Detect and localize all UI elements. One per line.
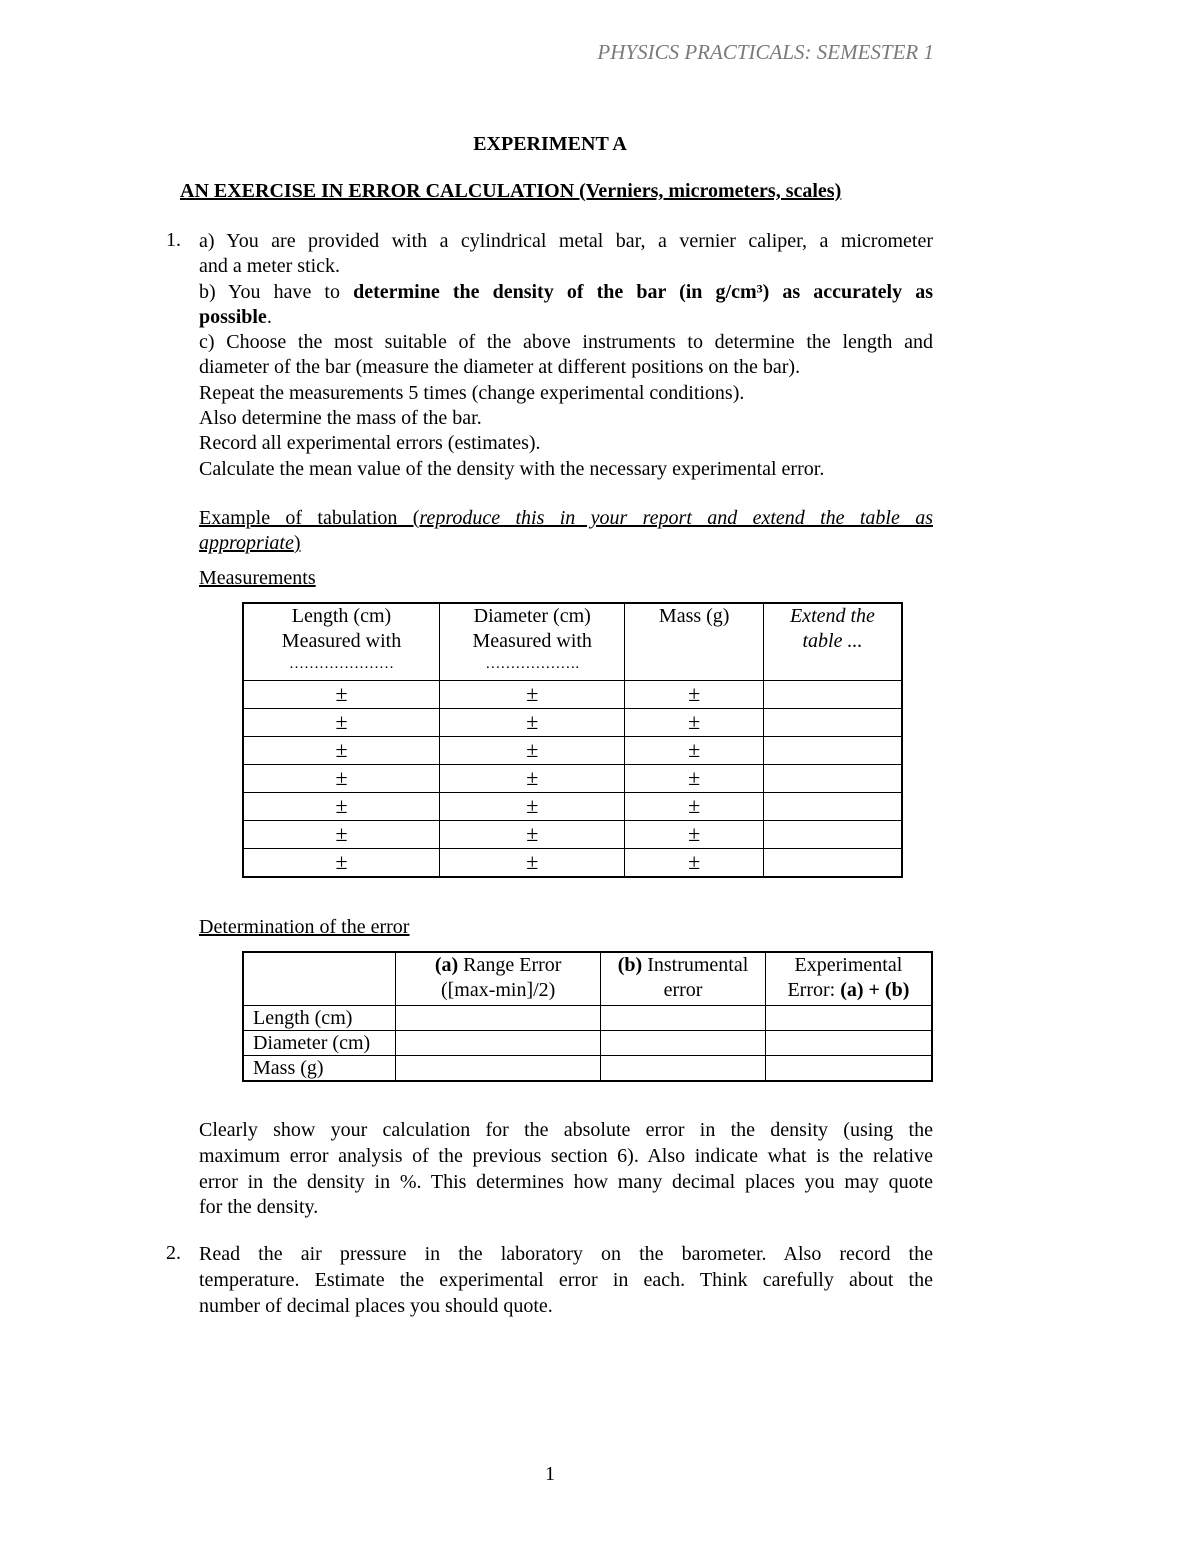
range-text: Range Error <box>458 954 562 976</box>
item-1-repeat: Repeat the measurements 5 times (change experimental conditions). <box>199 381 745 404</box>
item-1b-line2 <box>199 305 933 330</box>
calc-line2: maximum error analysis of the previous section 6). Also indicate what is the relative <box>199 1144 933 1167</box>
example-post: ) <box>293 532 301 555</box>
header-diameter <box>439 603 624 681</box>
header-length-line2: Measured with <box>281 630 402 652</box>
empty-cell <box>601 1006 766 1031</box>
error-header-instrumental <box>601 952 766 1006</box>
item-1-calculate: Calculate the mean value of the density with the necessary experimental error. <box>199 457 825 480</box>
error-label: Determination of the error <box>199 916 410 938</box>
calc-line3: error in the density in %. This determines how many decimal places you may quote <box>199 1170 933 1193</box>
pm-cell: ± <box>625 737 763 765</box>
item-1-body <box>199 229 933 482</box>
experimental-bold: (a) + (b) <box>840 979 910 1001</box>
empty-cell <box>763 793 902 821</box>
table-row <box>243 793 902 821</box>
header-length-dots: ………………… <box>288 656 394 672</box>
empty-cell <box>396 1006 601 1031</box>
error-header-range-line2: ([max-min]/2) <box>440 979 556 1001</box>
header-mass <box>625 603 763 681</box>
item-1-mass: Also determine the mass of the bar. <box>199 407 482 430</box>
item-1b-post: . <box>266 305 272 328</box>
pm-cell: ± <box>625 709 763 737</box>
empty-cell <box>765 1031 932 1056</box>
pm-cell: ± <box>439 849 624 878</box>
empty-cell <box>763 737 902 765</box>
empty-cell <box>601 1031 766 1056</box>
table-row <box>243 681 902 709</box>
item-1a-line1: a) You are provided with a cylindrical metal bar, a vernier caliper, a micrometer <box>199 230 933 252</box>
item-1c-line2: diameter of the bar (measure the diameter at different positions on the bar). <box>199 356 801 379</box>
empty-cell <box>396 1031 601 1056</box>
pm-cell: ± <box>243 793 439 821</box>
empty-cell <box>763 681 902 709</box>
table-row <box>243 765 902 793</box>
pm-cell: ± <box>243 849 439 878</box>
header-diameter-line2: Measured with <box>472 630 592 652</box>
pm-cell: ± <box>243 821 439 849</box>
table-row <box>243 709 902 737</box>
example-line2 <box>199 531 933 556</box>
error-header-instrumental-line2: error <box>663 979 703 1001</box>
error-header-range <box>396 952 601 1006</box>
calculation-paragraph <box>199 1118 933 1221</box>
pm-cell: ± <box>625 793 763 821</box>
page-header: PHYSICS PRACTICALS: SEMESTER 1 <box>597 40 934 64</box>
pm-cell: ± <box>243 737 439 765</box>
pm-cell: ± <box>439 709 624 737</box>
item-2-line2: temperature. Estimate the experimental error in each. Think carefully about the <box>199 1268 933 1291</box>
error-header-instrumental-line1 <box>601 953 765 978</box>
calc-line1: Clearly show your calculation for the absolute error in the density (using the <box>199 1119 933 1141</box>
page-subtitle: AN EXERCISE IN ERROR CALCULATION (Verniers, micrometers, scales) <box>180 180 842 202</box>
pm-cell: ± <box>439 793 624 821</box>
pm-cell: ± <box>439 681 624 709</box>
pm-cell: ± <box>625 681 763 709</box>
instrumental-text: Instrumental <box>642 954 749 976</box>
item-2-line3: number of decimal places you should quote. <box>199 1294 553 1317</box>
header-length-line1: Length (cm) <box>291 605 392 627</box>
empty-cell <box>763 709 902 737</box>
example-italic1: reproduce this in your report and extend the table as <box>419 507 933 529</box>
error-table <box>242 951 933 1082</box>
item-1b-bold2: possible <box>199 305 267 328</box>
error-header-range-line1 <box>396 953 600 978</box>
header-diameter-line1: Diameter (cm) <box>473 605 591 627</box>
empty-cell <box>765 1006 932 1031</box>
instrumental-bold: (b) <box>617 954 643 976</box>
item-2-body <box>199 1242 933 1319</box>
header-mass-line1: Mass (g) <box>658 605 730 627</box>
pm-cell: ± <box>243 681 439 709</box>
empty-cell <box>763 765 902 793</box>
table-row <box>243 737 902 765</box>
empty-cell <box>601 1056 766 1082</box>
pm-cell: ± <box>439 737 624 765</box>
experimental-pre: Error: <box>787 979 841 1001</box>
header-extend <box>763 603 902 681</box>
item-1c-line1: c) Choose the most suitable of the above instruments to determine the length and <box>199 331 933 354</box>
example-italic2: appropriate <box>199 532 294 555</box>
table-row <box>243 1006 932 1031</box>
item-1-record: Record all experimental errors (estimates). <box>199 432 541 455</box>
header-extend-line2: table ... <box>802 630 863 652</box>
table-row <box>243 849 902 878</box>
empty-cell <box>763 821 902 849</box>
calc-line4: for the density. <box>199 1196 319 1219</box>
empty-cell <box>765 1056 932 1082</box>
item-1b-pre: b) You have to <box>199 280 354 303</box>
table-row <box>243 1031 932 1056</box>
measurements-label: Measurements <box>199 567 316 589</box>
example-pre: Example of tabulation ( <box>199 507 420 529</box>
pm-cell: ± <box>439 821 624 849</box>
range-bold: (a) <box>434 954 459 976</box>
header-diameter-dots: ………………. <box>485 656 580 672</box>
error-header-row <box>243 952 932 1006</box>
pm-cell: ± <box>243 709 439 737</box>
example-line1 <box>199 506 933 531</box>
error-header-experimental <box>765 952 932 1006</box>
item-1-number: 1. <box>166 229 181 251</box>
item-1b-line1 <box>199 280 933 305</box>
pm-cell: ± <box>243 765 439 793</box>
page-number: 1 <box>545 1463 555 1485</box>
header-length <box>243 603 439 681</box>
error-header-experimental-line1: Experimental <box>794 954 903 976</box>
item-1a-line2: and a meter stick. <box>199 255 341 278</box>
empty-cell <box>396 1056 601 1082</box>
pm-cell: ± <box>625 821 763 849</box>
header-extend-line1: Extend the <box>789 605 875 627</box>
example-tabulation <box>199 506 933 557</box>
pm-cell: ± <box>439 765 624 793</box>
table-row <box>243 1056 932 1082</box>
row-label-mass: Mass (g) <box>243 1056 396 1082</box>
item-1b-bold1: determine the density of the bar (in g/cm³) as accurately as <box>353 280 933 303</box>
error-header-empty <box>243 952 396 1006</box>
item-2-number: 2. <box>166 1242 181 1264</box>
row-label-diameter: Diameter (cm) <box>243 1031 396 1056</box>
pm-cell: ± <box>625 765 763 793</box>
row-label-length: Length (cm) <box>243 1006 396 1031</box>
measurements-header-row <box>243 603 902 681</box>
table-row <box>243 821 902 849</box>
empty-cell <box>763 849 902 878</box>
item-2-line1: Read the air pressure in the laboratory on the barometer. Also record the <box>199 1243 933 1265</box>
measurements-table <box>242 602 903 878</box>
error-header-experimental-line2 <box>766 978 931 1003</box>
pm-cell: ± <box>625 849 763 878</box>
page-title: EXPERIMENT A <box>473 133 627 155</box>
